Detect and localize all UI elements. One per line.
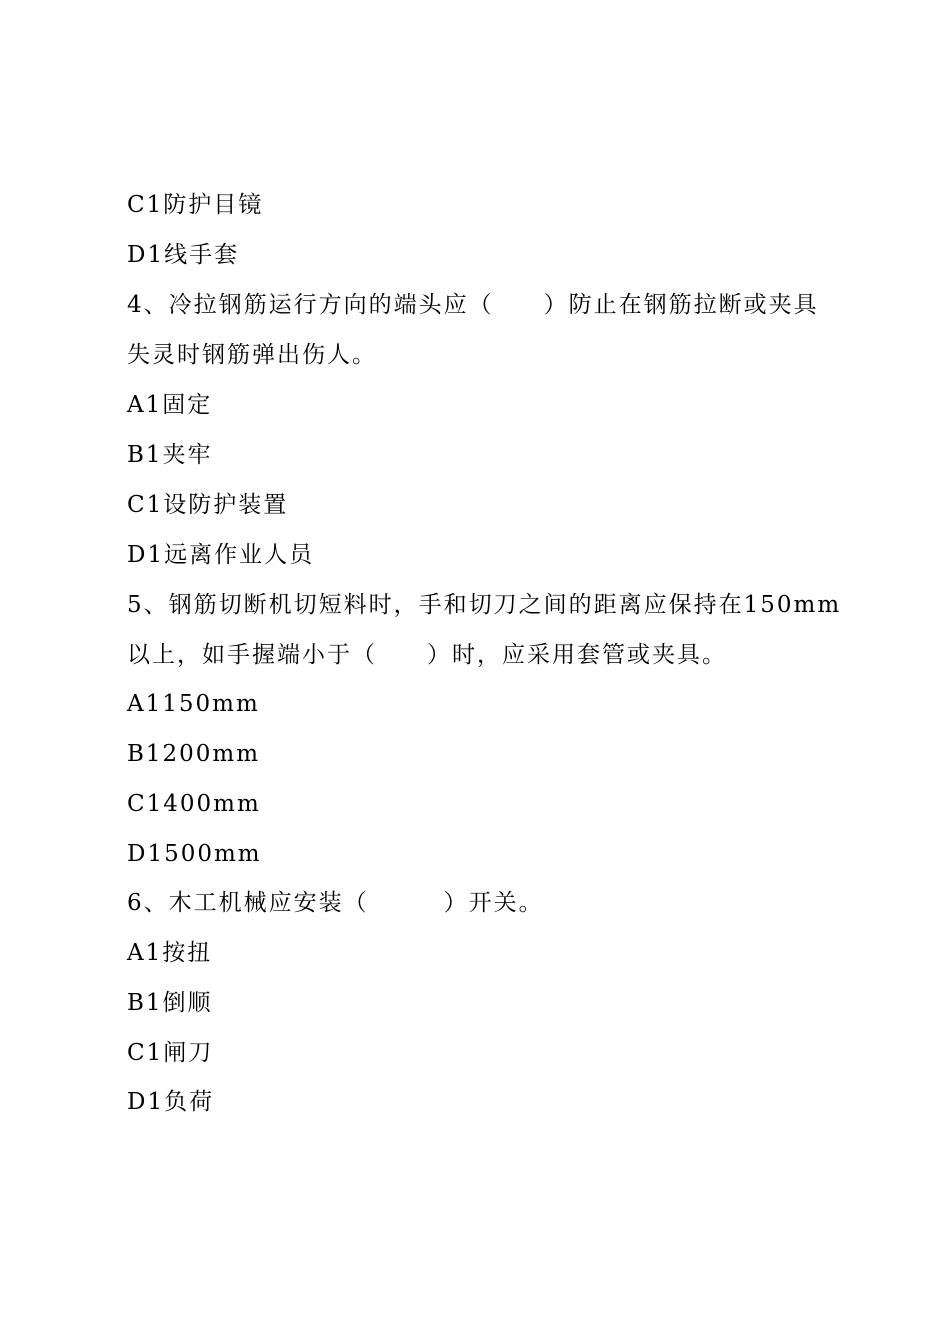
q6-option-a: A1按扭: [127, 940, 213, 966]
q3-option-c: C1防护目镜: [127, 192, 264, 218]
q6-option-b: B1倒顺: [127, 990, 213, 1016]
q5-option-a: A1150mm: [127, 691, 260, 717]
q4-option-d: D1远离作业人员: [127, 542, 315, 568]
q5-option-c: C1400mm: [127, 791, 261, 817]
q4-option-b: B1夹牢: [127, 442, 213, 468]
q4-question-line-2: 失灵时钢筋弹出伤人。: [127, 342, 377, 368]
q3-option-d: D1线手套: [127, 242, 240, 268]
q5-question-line-2: 以上，如手握端小于（ ）时，应采用套管或夹具。: [127, 642, 727, 668]
q5-question-line-1: 5、钢筋切断机切短料时，手和切刀之间的距离应保持在150mm: [127, 592, 842, 618]
q4-question-line-1: 4、冷拉钢筋运行方向的端头应（ ）防止在钢筋拉断或夹具: [127, 292, 819, 318]
q6-option-c: C1闸刀: [127, 1040, 214, 1066]
q4-option-c: C1设防护装置: [127, 492, 289, 518]
q5-option-d: D1500mm: [127, 841, 262, 867]
q4-option-a: A1固定: [127, 392, 213, 418]
q6-option-d: D1负荷: [127, 1089, 215, 1115]
q5-option-b: B1200mm: [127, 741, 261, 767]
q6-question: 6、木工机械应安装（ ）开关。: [127, 890, 544, 916]
